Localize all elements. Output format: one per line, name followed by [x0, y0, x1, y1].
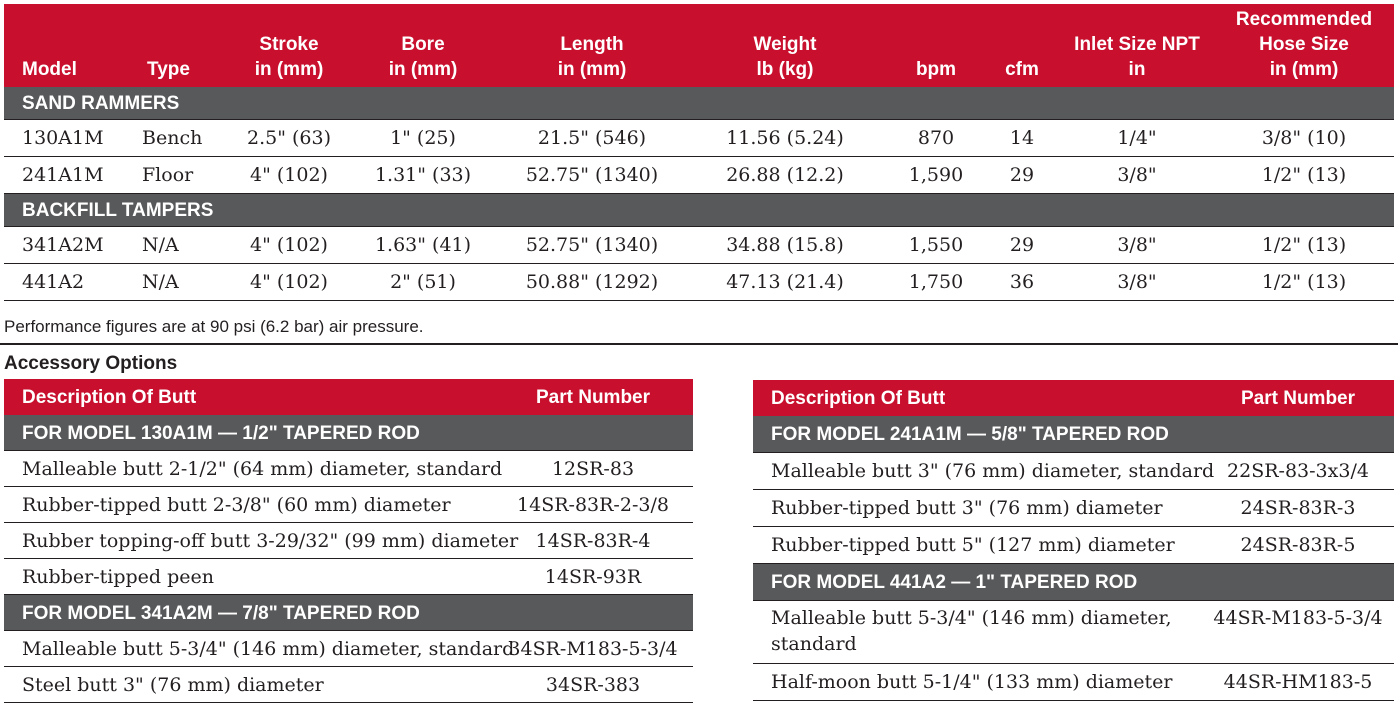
col-header-bore: Bore in (mm) — [388, 34, 458, 80]
accessory-header-row — [4, 379, 693, 415]
col-header-part-number: Part Number — [535, 387, 651, 408]
cell-description: Malleable butt 3" (76 mm) diameter, standard — [771, 460, 1215, 482]
cell-type: N/A — [142, 271, 179, 293]
spec-table — [4, 4, 1394, 301]
col-header-hose-size: Recommended Hose Size in (mm) — [1235, 9, 1373, 80]
cell-part-number: 34SR-M183-5-3/4 — [508, 638, 678, 660]
cell-description: Rubber-tipped butt 3" (76 mm) diameter — [771, 497, 1163, 519]
cell-description: Rubber-tipped butt 5" (127 mm) diameter — [771, 534, 1175, 556]
cell-length: 21.5" (546) — [537, 127, 647, 149]
cell-description: Rubber topping-off butt 3-29/32" (99 mm) diameter — [22, 530, 519, 552]
cell-bpm: 1,550 — [908, 234, 964, 256]
performance-note: Performance figures are at 90 psi (6.2 bar) air pressure. — [4, 317, 424, 336]
section-title: FOR MODEL 341A2M — 7/8" TAPERED ROD — [4, 595, 693, 631]
cell-description: Rubber-tipped butt 2-3/8" (60 mm) diameter — [22, 494, 451, 516]
cell-description: Steel butt 3" (76 mm) diameter — [22, 674, 324, 696]
cell-weight: 47.13 (21.4) — [726, 271, 844, 293]
cell-length: 52.75" (1340) — [525, 164, 659, 186]
cell-hose-size: 3/8" (10) — [1261, 127, 1347, 149]
table-row — [4, 451, 693, 487]
cell-part-number: 14SR-83R-2-3/8 — [517, 494, 669, 516]
cell-part-number: 24SR-83R-3 — [1240, 497, 1356, 519]
cell-part-number: 22SR-83-3x3/4 — [1227, 460, 1369, 482]
cell-type: Bench — [142, 127, 203, 149]
cell-hose-size: 1/2" (13) — [1261, 164, 1347, 186]
col-header-type: Type — [147, 59, 190, 80]
cell-model: 130A1M — [22, 127, 104, 149]
cell-model: 441A2 — [22, 271, 85, 293]
cell-part-number: 14SR-83R-4 — [535, 530, 651, 552]
cell-bore: 1.31" (33) — [374, 164, 472, 186]
cell-part-number: 34SR-383 — [545, 674, 641, 696]
divider — [0, 343, 1398, 345]
table-row — [4, 157, 1394, 194]
cell-bpm: 1,750 — [908, 271, 964, 293]
cell-cfm: 29 — [1009, 164, 1035, 186]
col-header-description: Description Of Butt — [771, 388, 946, 409]
cell-part-number: 12SR-83 — [551, 458, 635, 480]
cell-part-number: 24SR-83R-5 — [1240, 534, 1356, 556]
col-header-part-number: Part Number — [1240, 388, 1356, 409]
cell-bpm: 1,590 — [908, 164, 964, 186]
accessory-table-left — [4, 379, 693, 703]
cell-model: 241A1M — [22, 164, 104, 186]
col-header-stroke: Stroke in (mm) — [254, 34, 324, 80]
spec-header-row — [4, 4, 1394, 87]
table-row — [753, 664, 1394, 701]
col-header-cfm: cfm — [1005, 59, 1039, 80]
col-header-model: Model — [22, 59, 77, 80]
cell-part-number: 14SR-93R — [544, 566, 642, 588]
cell-weight: 34.88 (15.8) — [726, 234, 844, 256]
cell-inlet-size: 1/4" — [1117, 127, 1157, 149]
table-row — [4, 631, 693, 667]
cell-length: 50.88" (1292) — [525, 271, 659, 293]
cell-cfm: 14 — [1009, 127, 1035, 149]
cell-stroke: 2.5" (63) — [247, 127, 331, 149]
cell-inlet-size: 3/8" — [1117, 271, 1157, 293]
cell-weight: 26.88 (12.2) — [726, 164, 844, 186]
cell-description: Half-moon butt 5-1/4" (133 mm) diameter — [771, 671, 1173, 693]
table-row — [4, 227, 1394, 264]
table-row — [4, 264, 1394, 301]
table-row — [4, 487, 693, 523]
cell-model: 341A2M — [22, 234, 104, 256]
table-row — [4, 120, 1394, 157]
description-line: standard — [771, 633, 857, 655]
col-header-inlet-size: Inlet Size NPT in — [1074, 34, 1200, 80]
table-row — [753, 490, 1394, 527]
cell-hose-size: 1/2" (13) — [1261, 271, 1347, 293]
accessory-options-title: Accessory Options — [4, 353, 178, 374]
cell-length: 52.75" (1340) — [525, 234, 659, 256]
cell-description: Rubber-tipped peen — [22, 566, 214, 588]
col-header-description: Description Of Butt — [22, 387, 197, 408]
cell-stroke: 4" (102) — [250, 234, 328, 256]
cell-stroke: 4" (102) — [250, 271, 328, 293]
section-title: FOR MODEL 241A1M — 5/8" TAPERED ROD — [753, 416, 1394, 453]
cell-inlet-size: 3/8" — [1117, 234, 1157, 256]
description-line: Malleable butt 5-3/4" (146 mm) diameter, — [771, 607, 1172, 629]
accessory-header-row — [753, 380, 1394, 416]
table-row — [753, 527, 1394, 564]
cell-stroke: 4" (102) — [250, 164, 328, 186]
table-row — [753, 453, 1394, 490]
col-header-bpm: bpm — [915, 59, 957, 80]
col-header-weight: Weight lb (kg) — [753, 34, 817, 80]
cell-bore: 1.63" (41) — [374, 234, 472, 256]
cell-bore: 2" (51) — [390, 271, 456, 293]
table-row — [4, 523, 693, 559]
section-title: BACKFILL TAMPERS — [4, 194, 1394, 227]
cell-cfm: 29 — [1009, 234, 1035, 256]
cell-weight: 11.56 (5.24) — [726, 127, 844, 149]
cell-description: Malleable butt 2-1/2" (64 mm) diameter, standard — [22, 458, 503, 480]
cell-type: N/A — [142, 234, 179, 256]
cell-part-number: 44SR-M183-5-3/4 — [1213, 607, 1383, 629]
table-row — [753, 601, 1394, 664]
cell-type: Floor — [142, 164, 194, 186]
cell-part-number: 44SR-HM183-5 — [1223, 671, 1373, 693]
cell-description — [771, 605, 1172, 657]
cell-hose-size: 1/2" (13) — [1261, 234, 1347, 256]
table-row — [4, 667, 693, 703]
section-title: FOR MODEL 130A1M — 1/2" TAPERED ROD — [4, 415, 693, 451]
section-title: FOR MODEL 441A2 — 1" TAPERED ROD — [753, 564, 1394, 601]
col-header-length: Length in (mm) — [557, 34, 627, 80]
section-title: SAND RAMMERS — [4, 87, 1394, 120]
cell-inlet-size: 3/8" — [1117, 164, 1157, 186]
accessory-table-right — [753, 380, 1394, 701]
cell-bore: 1" (25) — [390, 127, 456, 149]
table-row — [4, 559, 693, 595]
cell-bpm: 870 — [917, 127, 955, 149]
cell-description: Malleable butt 5-3/4" (146 mm) diameter, standard — [22, 638, 515, 660]
cell-cfm: 36 — [1009, 271, 1035, 293]
